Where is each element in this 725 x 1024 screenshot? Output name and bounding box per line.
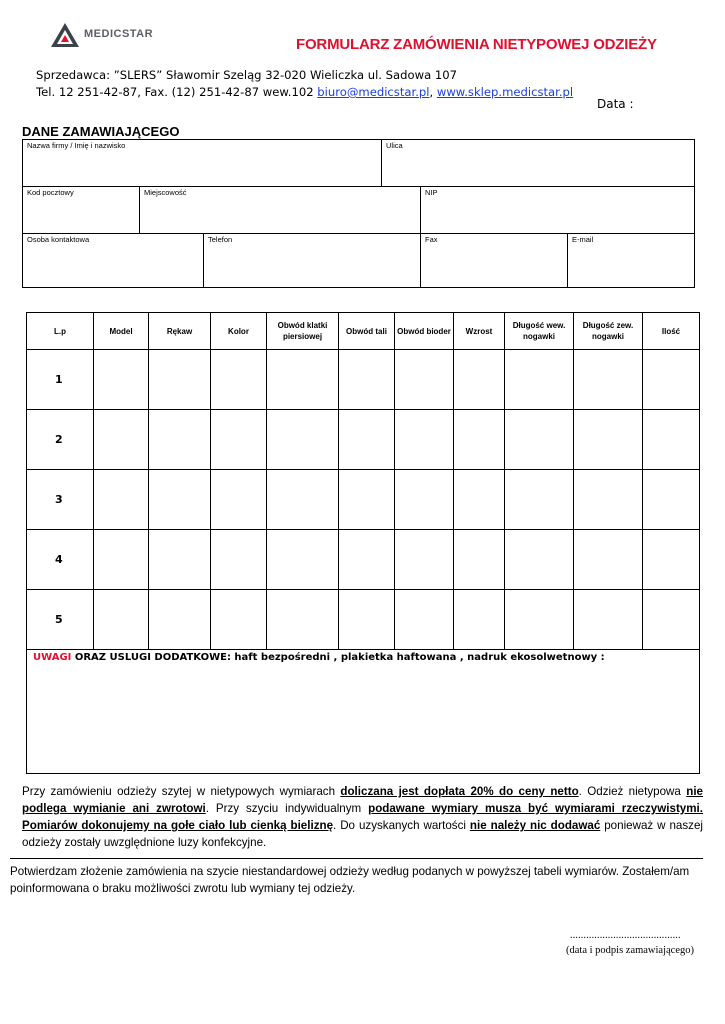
- col-header-model: Model: [94, 313, 149, 350]
- waist-cell[interactable]: [339, 470, 395, 530]
- terms-text: . Do uzyskanych wartości: [333, 819, 470, 832]
- street-label: Ulica: [386, 141, 403, 150]
- col-header-quantity: Ilość: [643, 313, 700, 350]
- color-cell[interactable]: [211, 530, 267, 590]
- form-title: FORMULARZ ZAMÓWIENIA NIETYPOWEJ ODZIEŻY: [296, 36, 657, 53]
- waist-cell[interactable]: [339, 350, 395, 410]
- city-label: Miejscowość: [144, 188, 187, 197]
- col-header-chest: Obwód klatki piersiowej: [267, 313, 339, 350]
- table-row: [27, 590, 700, 650]
- chest-cell[interactable]: [267, 410, 339, 470]
- seller-phone-fax: Tel. 12 251-42-87, Fax. (12) 251-42-87 wew.102: [36, 85, 318, 99]
- nip-field[interactable]: [421, 187, 694, 234]
- email-field[interactable]: [568, 234, 694, 287]
- height-cell[interactable]: [454, 470, 505, 530]
- hips-cell[interactable]: [395, 590, 454, 650]
- col-header-height: Wzrost: [454, 313, 505, 350]
- model-cell[interactable]: [94, 350, 149, 410]
- col-header-lp: L.p: [27, 313, 94, 350]
- nip-label: NIP: [425, 188, 438, 197]
- postal-code-label: Kod pocztowy: [27, 188, 74, 197]
- col-header-color: Kolor: [211, 313, 267, 350]
- quantity-cell[interactable]: [643, 530, 700, 590]
- quantity-cell[interactable]: [643, 350, 700, 410]
- email-label: E-mail: [572, 235, 594, 244]
- measurements-table: [26, 312, 700, 774]
- row-number: 3: [27, 470, 94, 530]
- outseam-cell[interactable]: [574, 350, 643, 410]
- inseam-cell[interactable]: [505, 590, 574, 650]
- confirmation-statement: Potwierdzam złożenie zamówienia na szycie niestandardowej odzieży według podanych w powyższej tabeli wymiarów. Zostałem/am poinformowana o braku możliwości zwrotu lub wymiany tej odzieży.: [10, 865, 690, 895]
- inseam-cell[interactable]: [505, 350, 574, 410]
- seller-info: Sprzedawca: ”SLERS” Sławomir Szeląg 32-020 Wieliczka ul. Sadowa 107: [36, 68, 457, 82]
- separator: ,: [429, 85, 437, 99]
- model-cell[interactable]: [94, 530, 149, 590]
- outseam-cell[interactable]: [574, 590, 643, 650]
- model-cell[interactable]: [94, 410, 149, 470]
- table-row: [27, 470, 700, 530]
- row-number: 5: [27, 590, 94, 650]
- customer-data-grid: [22, 139, 695, 288]
- color-cell[interactable]: [211, 350, 267, 410]
- contact-person-field[interactable]: [23, 234, 204, 287]
- fax-label: Fax: [425, 235, 438, 244]
- customer-section-title: DANE ZAMAWIAJĄCEGO: [22, 124, 180, 139]
- height-cell[interactable]: [454, 530, 505, 590]
- signature-caption: (data i podpis zamawiającego): [566, 945, 694, 956]
- chest-cell[interactable]: [267, 590, 339, 650]
- hips-cell[interactable]: [395, 350, 454, 410]
- notes-label: UWAGI: [33, 652, 72, 663]
- inseam-cell[interactable]: [505, 470, 574, 530]
- waist-cell[interactable]: [339, 530, 395, 590]
- outseam-cell[interactable]: [574, 470, 643, 530]
- seller-contact: [36, 85, 573, 99]
- waist-cell[interactable]: [339, 590, 395, 650]
- row-number: 1: [27, 350, 94, 410]
- col-header-sleeve: Rękaw: [149, 313, 211, 350]
- phone-label: Telefon: [208, 235, 233, 244]
- chest-cell[interactable]: [267, 470, 339, 530]
- terms-emphasis: doliczana jest dopłata 20% do ceny netto: [340, 785, 579, 798]
- notes-field[interactable]: [27, 650, 700, 774]
- company-field[interactable]: [23, 140, 382, 187]
- terms-text: . Przy szyciu indywidualnym: [205, 802, 369, 815]
- sleeve-cell[interactable]: [149, 410, 211, 470]
- phone-field[interactable]: [204, 234, 421, 287]
- medicstar-logo-icon: [50, 22, 80, 48]
- quantity-cell[interactable]: [643, 410, 700, 470]
- divider: [10, 858, 703, 859]
- outseam-cell[interactable]: [574, 410, 643, 470]
- terms-emphasis: nie podlega wymianie ani zwrotowi: [22, 785, 703, 815]
- website-link[interactable]: www.sklep.medicstar.pl: [436, 85, 574, 99]
- table-row: [27, 350, 700, 410]
- terms-text: . Odzież nietypowa: [578, 785, 687, 798]
- contact-person-label: Osoba kontaktowa: [27, 235, 90, 244]
- col-header-hips: Obwód bioder: [395, 313, 454, 350]
- street-field[interactable]: [382, 140, 694, 187]
- row-number: 2: [27, 410, 94, 470]
- sleeve-cell[interactable]: [149, 530, 211, 590]
- terms-emphasis: podawane wymiary musza być wymiarami rzeczywistymi. Pomiarów dokonujemy na gołe ciało lub cienką bieliznę: [22, 802, 704, 832]
- terms-text: ponieważ w naszej odzieży zostały uwzględnione luzy konfekcyjne.: [22, 819, 703, 849]
- inseam-cell[interactable]: [505, 530, 574, 590]
- model-cell[interactable]: [94, 470, 149, 530]
- company-label: Nazwa firmy / Imię i nazwisko: [27, 141, 126, 150]
- hips-cell[interactable]: [395, 530, 454, 590]
- terms-paragraph: [22, 783, 703, 851]
- sleeve-cell[interactable]: [149, 470, 211, 530]
- chest-cell[interactable]: [267, 350, 339, 410]
- city-field[interactable]: [140, 187, 421, 234]
- table-row: [27, 530, 700, 590]
- terms-emphasis: nie należy nic dodawać: [469, 819, 601, 832]
- sleeve-cell[interactable]: [149, 590, 211, 650]
- terms-text: Przy zamówieniu odzieży szytej w nietypowych wymiarach: [22, 785, 341, 798]
- hips-cell[interactable]: [395, 470, 454, 530]
- sleeve-cell[interactable]: [149, 350, 211, 410]
- signature-line[interactable]: .........................................: [570, 930, 681, 941]
- col-header-outseam: Długość zew. nogawki: [574, 313, 643, 350]
- color-cell[interactable]: [211, 410, 267, 470]
- additional-services-label: ORAZ USLUGI DODATKOWE: haft bezpośredni , plakietka haftowana , nadruk ekosolwetnowy :: [71, 652, 605, 663]
- date-label: Data :: [597, 97, 634, 111]
- row-number: 4: [27, 530, 94, 590]
- color-cell[interactable]: [211, 590, 267, 650]
- height-cell[interactable]: [454, 590, 505, 650]
- model-cell[interactable]: [94, 590, 149, 650]
- table-header-row: [27, 313, 700, 350]
- chest-cell[interactable]: [267, 530, 339, 590]
- outseam-cell[interactable]: [574, 530, 643, 590]
- quantity-cell[interactable]: [643, 470, 700, 530]
- col-header-waist: Obwód tali: [339, 313, 395, 350]
- height-cell[interactable]: [454, 350, 505, 410]
- email-link[interactable]: biuro@medicstar.pl: [317, 85, 430, 99]
- notes-row: [27, 650, 700, 774]
- col-header-inseam: Długość wew. nogawki: [505, 313, 574, 350]
- brand-name: MEDICSTAR: [84, 28, 154, 40]
- inseam-cell[interactable]: [505, 410, 574, 470]
- table-row: [27, 410, 700, 470]
- waist-cell[interactable]: [339, 410, 395, 470]
- quantity-cell[interactable]: [643, 590, 700, 650]
- color-cell[interactable]: [211, 470, 267, 530]
- hips-cell[interactable]: [395, 410, 454, 470]
- postal-code-field[interactable]: [23, 187, 140, 234]
- height-cell[interactable]: [454, 410, 505, 470]
- fax-field[interactable]: [421, 234, 568, 287]
